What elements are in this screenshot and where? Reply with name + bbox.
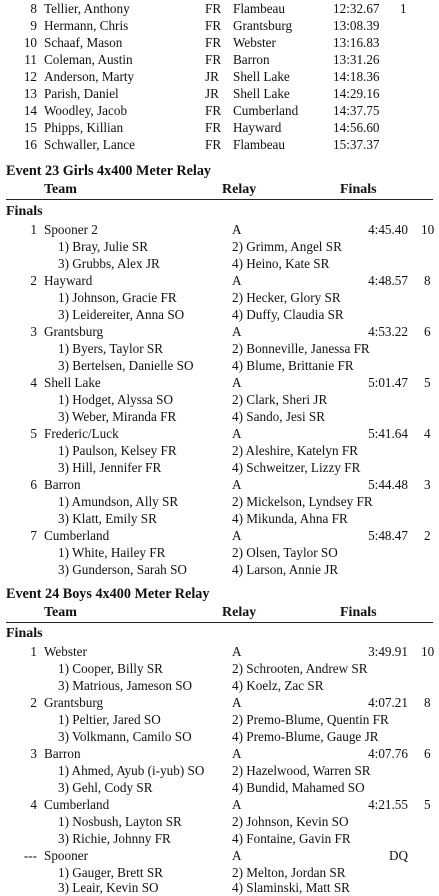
school: Flambeau	[233, 1, 286, 16]
header-rule	[6, 199, 433, 200]
runner: 4) Schweitzer, Lizzy FR	[232, 460, 361, 475]
event-title	[0, 163, 439, 180]
place: 12	[23, 69, 37, 84]
runner: 3) Klatt, Emily SR	[58, 511, 157, 526]
year: FR	[205, 18, 222, 33]
result-row	[0, 85, 439, 102]
runner: 4) Mikunda, Ahna FR	[232, 511, 348, 526]
runner: 2) Grimm, Angel SR	[232, 239, 342, 254]
runners-row	[0, 879, 439, 896]
col-relay: Relay	[222, 182, 257, 197]
runner: 1) Hodget, Alyssa SO	[58, 392, 174, 407]
team-row	[0, 745, 439, 762]
relay: A	[232, 797, 242, 812]
runners-row	[0, 813, 439, 830]
relay: A	[232, 695, 242, 710]
result-row	[0, 17, 439, 34]
runner: 1) Paulson, Kelsey FR	[58, 443, 177, 458]
runner: 1) White, Hailey FR	[58, 545, 166, 560]
runner: 2) Olsen, Taylor SO	[232, 545, 338, 560]
result-row	[0, 51, 439, 68]
runners-row	[0, 544, 439, 561]
place: 2	[30, 273, 37, 288]
column-headers	[0, 604, 439, 621]
points: 10	[421, 644, 435, 659]
runner: 3) Gehl, Cody SR	[58, 780, 153, 795]
time: 14:18.36	[333, 69, 380, 84]
team-row	[0, 323, 439, 340]
time: 4:48.57	[368, 273, 408, 288]
place: 4	[30, 797, 37, 812]
athlete-name: Schaaf, Mason	[44, 35, 123, 50]
place: 10	[23, 35, 37, 50]
runners-row	[0, 779, 439, 796]
time: 5:01.47	[368, 375, 408, 390]
place: ---	[23, 848, 37, 863]
runner: 1) Nosbush, Layton SR	[58, 814, 182, 829]
time: 13:16.83	[333, 35, 380, 50]
team-name: Webster	[44, 644, 87, 659]
place: 1	[30, 644, 37, 659]
relay: A	[232, 324, 242, 339]
runner: 3) Volkmann, Camilo SO	[58, 729, 192, 744]
school: Flambeau	[233, 137, 286, 152]
points: 8	[424, 695, 431, 710]
runner: 3) Bertelsen, Danielle SO	[58, 358, 194, 373]
col-finals: Finals	[340, 182, 377, 197]
result-row	[0, 136, 439, 153]
runners-row	[0, 561, 439, 578]
runners-row	[0, 340, 439, 357]
place: 5	[30, 426, 37, 441]
team-name: Frederic/Luck	[44, 426, 119, 441]
team-row	[0, 221, 439, 238]
result-row	[0, 119, 439, 136]
runner: 1) Cooper, Billy SR	[58, 661, 163, 676]
runners-row	[0, 510, 439, 527]
relay: A	[232, 426, 242, 441]
athlete-name: Coleman, Austin	[44, 52, 133, 67]
time: 14:29.16	[333, 86, 380, 101]
points: 2	[424, 528, 431, 543]
event-title-text: Event 24 Boys 4x400 Meter Relay	[6, 586, 210, 602]
section-label	[0, 203, 439, 220]
runners-row	[0, 357, 439, 374]
relay: A	[232, 848, 242, 863]
school: Hayward	[233, 120, 282, 135]
runner: 3) Matrious, Jameson SO	[58, 678, 193, 693]
time: 4:53.22	[368, 324, 408, 339]
runners-row	[0, 493, 439, 510]
year: FR	[205, 35, 222, 50]
team-row	[0, 847, 439, 864]
runners-row	[0, 677, 439, 694]
points: 4	[424, 426, 431, 441]
points: 5	[424, 375, 431, 390]
runner: 4) Duffy, Claudia SR	[232, 307, 344, 322]
time: 5:41.64	[368, 426, 408, 441]
runners-row	[0, 255, 439, 272]
col-team: Team	[44, 605, 77, 620]
col-team: Team	[44, 182, 77, 197]
runner: 1) Bray, Julie SR	[58, 239, 148, 254]
time: DQ	[388, 848, 408, 863]
runner: 4) Bundid, Mahamed SO	[232, 780, 365, 795]
result-row	[0, 102, 439, 119]
time: 13:08.39	[333, 18, 380, 33]
points: 10	[421, 222, 435, 237]
school: Cumberland	[233, 103, 299, 118]
runner: 1) Byers, Taylor SR	[58, 341, 164, 356]
athlete-name: Tellier, Anthony	[44, 1, 130, 16]
athlete-name: Phipps, Killian	[44, 120, 124, 135]
runners-row	[0, 711, 439, 728]
team-row	[0, 796, 439, 813]
time: 12:32.67	[333, 1, 380, 16]
team-name: Cumberland	[44, 797, 110, 812]
year: JR	[205, 86, 219, 101]
runner: 1) Johnson, Gracie FR	[58, 290, 177, 305]
place: 14	[23, 103, 37, 118]
school: Shell Lake	[233, 69, 290, 84]
athlete-name: Hermann, Chris	[44, 18, 129, 33]
place: 2	[30, 695, 37, 710]
runner: 4) Heino, Kate SR	[232, 256, 330, 271]
event-title	[0, 586, 439, 603]
runner: 4) Larson, Annie JR	[232, 562, 339, 577]
relay: A	[232, 528, 242, 543]
section-text: Finals	[6, 204, 43, 219]
place: 15	[23, 120, 37, 135]
runner: 3) Richie, Johnny FR	[58, 831, 171, 846]
place: 3	[30, 746, 37, 761]
runners-row	[0, 762, 439, 779]
col-relay: Relay	[222, 605, 257, 620]
year: FR	[205, 52, 222, 67]
time: 5:44.48	[368, 477, 408, 492]
runners-row	[0, 408, 439, 425]
team-row	[0, 476, 439, 493]
runner: 1) Amundson, Ally SR	[58, 494, 179, 509]
runner: 4) Sando, Jesi SR	[232, 409, 326, 424]
place: 1	[30, 222, 37, 237]
runner: 2) Schrooten, Andrew SR	[232, 661, 368, 676]
team-name: Cumberland	[44, 528, 110, 543]
runner: 2) Clark, Sheri JR	[232, 392, 328, 407]
team-row	[0, 527, 439, 544]
event-title-text: Event 23 Girls 4x400 Meter Relay	[6, 163, 212, 179]
section-text: Finals	[6, 626, 43, 641]
runners-row	[0, 391, 439, 408]
points: 8	[424, 273, 431, 288]
year: FR	[205, 137, 222, 152]
col-finals: Finals	[340, 605, 377, 620]
time: 15:37.37	[333, 137, 380, 152]
year: FR	[205, 1, 222, 16]
team-name: Grantsburg	[44, 695, 104, 710]
team-row	[0, 374, 439, 391]
runners-row	[0, 830, 439, 847]
points: 5	[424, 797, 431, 812]
relay: A	[232, 746, 242, 761]
time: 4:21.55	[368, 797, 408, 812]
school: Grantsburg	[233, 18, 293, 33]
time: 13:31.26	[333, 52, 380, 67]
team-name: Spooner	[44, 848, 88, 863]
runner: 4) Blume, Brittanie FR	[232, 358, 354, 373]
section-label	[0, 625, 439, 642]
team-name: Shell Lake	[44, 375, 101, 390]
runner: 3) Hill, Jennifer FR	[58, 460, 162, 475]
place: 3	[30, 324, 37, 339]
runners-row	[0, 660, 439, 677]
runner: 4) Slaminski, Matt SR	[232, 880, 350, 895]
runner: 2) Hazelwood, Warren SR	[232, 763, 371, 778]
runners-row	[0, 289, 439, 306]
runner: 1) Ahmed, Ayub (i-yub) SO	[58, 763, 205, 778]
year: JR	[205, 69, 219, 84]
header-rule	[6, 622, 433, 623]
runners-row	[0, 442, 439, 459]
points: 1	[400, 1, 407, 16]
team-name: Hayward	[44, 273, 93, 288]
points: 6	[424, 746, 431, 761]
team-row	[0, 272, 439, 289]
runner: 3) Leidereiter, Anna SO	[58, 307, 185, 322]
relay: A	[232, 222, 242, 237]
school: Webster	[233, 35, 276, 50]
result-row	[0, 34, 439, 51]
runner: 1) Peltier, Jared SO	[58, 712, 161, 727]
team-row	[0, 694, 439, 711]
place: 9	[30, 18, 37, 33]
place: 7	[30, 528, 37, 543]
relay: A	[232, 375, 242, 390]
runners-row	[0, 459, 439, 476]
athlete-name: Parish, Daniel	[44, 86, 119, 101]
team-name: Barron	[44, 477, 81, 492]
school: Barron	[233, 52, 270, 67]
team-row	[0, 643, 439, 660]
result-row	[0, 0, 439, 17]
team-row	[0, 425, 439, 442]
runner: 2) Melton, Jordan SR	[232, 865, 346, 880]
time: 4:07.21	[368, 695, 408, 710]
result-row	[0, 68, 439, 85]
year: FR	[205, 103, 222, 118]
athlete-name: Anderson, Marty	[44, 69, 135, 84]
place: 16	[23, 137, 37, 152]
relay: A	[232, 644, 242, 659]
runner: 3) Weber, Miranda FR	[58, 409, 177, 424]
time: 5:48.47	[368, 528, 408, 543]
time: 14:37.75	[333, 103, 380, 118]
place: 4	[30, 375, 37, 390]
relay: A	[232, 273, 242, 288]
team-name: Grantsburg	[44, 324, 104, 339]
time: 4:45.40	[368, 222, 408, 237]
runner: 2) Bonneville, Janessa FR	[232, 341, 370, 356]
runner: 2) Johnson, Kevin SO	[232, 814, 349, 829]
team-name: Spooner 2	[44, 222, 98, 237]
time: 4:07.76	[368, 746, 408, 761]
school: Shell Lake	[233, 86, 290, 101]
relay: A	[232, 477, 242, 492]
runner: 2) Premo-Blume, Quentin FR	[232, 712, 389, 727]
runner: 2) Hecker, Glory SR	[232, 290, 341, 305]
runner: 3) Grubbs, Alex JR	[58, 256, 160, 271]
place: 13	[23, 86, 37, 101]
runners-row	[0, 238, 439, 255]
athlete-name: Schwaller, Lance	[44, 137, 136, 152]
runners-row	[0, 728, 439, 745]
runner: 4) Premo-Blume, Gauge JR	[232, 729, 379, 744]
points: 6	[424, 324, 431, 339]
runner: 3) Leair, Kevin SO	[58, 880, 159, 895]
runner: 4) Koelz, Zac SR	[232, 678, 324, 693]
team-name: Barron	[44, 746, 81, 761]
athlete-name: Woodley, Jacob	[44, 103, 128, 118]
column-headers	[0, 181, 439, 198]
runner: 3) Gunderson, Sarah SO	[58, 562, 187, 577]
place: 8	[30, 1, 37, 16]
place: 6	[30, 477, 37, 492]
runner: 4) Fontaine, Gavin FR	[232, 831, 351, 846]
runner: 1) Gauger, Brett SR	[58, 865, 163, 880]
runner: 2) Aleshire, Katelyn FR	[232, 443, 358, 458]
points: 3	[424, 477, 431, 492]
runners-row	[0, 306, 439, 323]
time: 14:56.60	[333, 120, 380, 135]
time: 3:49.91	[368, 644, 408, 659]
place: 11	[24, 52, 37, 67]
year: FR	[205, 120, 222, 135]
runner: 2) Mickelson, Lyndsey FR	[232, 494, 373, 509]
